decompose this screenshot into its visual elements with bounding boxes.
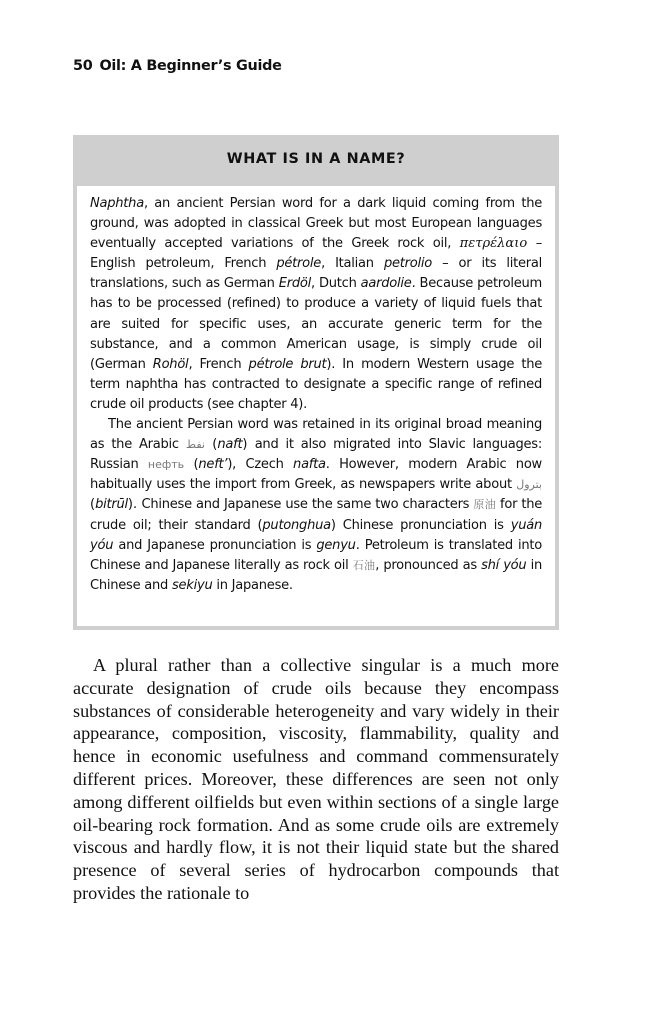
script-glyph: 原油 [473,498,496,512]
italic-term: bitrūl [95,497,128,513]
greek-term: πετρέλαιο [459,236,528,252]
page-number: 50 [73,58,93,74]
italic-term: genyu [316,537,356,553]
italic-term: naft [217,437,243,453]
script-glyph: بترول [516,478,542,492]
running-title: Oil: A Beginner’s Guide [99,58,282,74]
italic-term: yuán yóu [90,517,542,553]
running-header [73,58,563,74]
box-paragraph-1: Naphtha, an ancient Persian word for a dark liquid coming from the ground, was adopted in classical Greek but most European languages eventually accepted variations of the Greek rock oil, πετρέλαιο – English petroleum, French pétrole, Italian petrolio – or its literal translations, such as German Erdöl, Dutch aardolie. Because petroleum has to be processed (refined) to produce a variety of liquid fuels that are suited for specific uses, an accurate generic term for the substance, and a common American usage, is simply crude oil (German Rohöl, French pétrole brut). In modern Western usage the term naphtha has contracted to designate a specific range of refined crude oil products (see chapter 4). [90,196,542,412]
script-glyph: 石油 [352,558,376,572]
script-glyph: нефть [147,458,185,472]
italic-term: nafta [293,457,326,473]
sidebar-box [73,135,559,630]
italic-term: putonghua [262,517,331,533]
italic-term: Naphtha [90,196,144,211]
box-content [77,186,555,626]
italic-term: pétrole brut [248,356,327,372]
italic-term: shí yóu [481,557,527,573]
body-paragraph: A plural rather than a collective singular is a much more accurate designation of crude oils because they encompass substances of considerable heterogeneity and vary widely in their appearance, composition, viscosity, flammability, quality and hence in economic usefulness and command commensurately different prices. Moreover, these differences are seen not only among different oilfields but even within sections of a single large oil-bearing rock formation. And as some crude oils are extremely viscous and hardly flow, it is not their liquid state but the shared presence of several series of hydrocarbon compounds that provides the rationale to [73,655,559,903]
italic-term: neft’ [198,457,228,473]
italic-term: petrolio [383,256,432,272]
italic-term: Erdöl [278,276,311,292]
italic-term: aardolie [360,276,412,292]
script-glyph: نفط [185,438,205,452]
box-paragraph-2: The ancient Persian word was retained in its original broad meaning as the Arabic نفط (naft) and it also migrated into Slavic languages: Russian нефть (neft’), Czech nafta. However, modern Arabic now habitually uses the import from Greek, as newspapers write about بترول (bitrūl). Chinese and Japanese use the same two characters 原油 for the crude oil; their standard (putonghua) Chinese pronunciation is yuán yóu and Japanese pronunciation is genyu. Petroleum is translated into Chinese and Japanese literally as rock oil 石油, pronounced as shí yóu in Chinese and sekiyu in Japanese. [90,417,543,593]
box-title: WHAT IS IN A NAME? [226,151,406,167]
italic-term: sekiyu [171,577,213,593]
italic-term: Rohöl [152,356,189,372]
body-text [73,654,559,905]
italic-term: pétrole [276,256,322,272]
